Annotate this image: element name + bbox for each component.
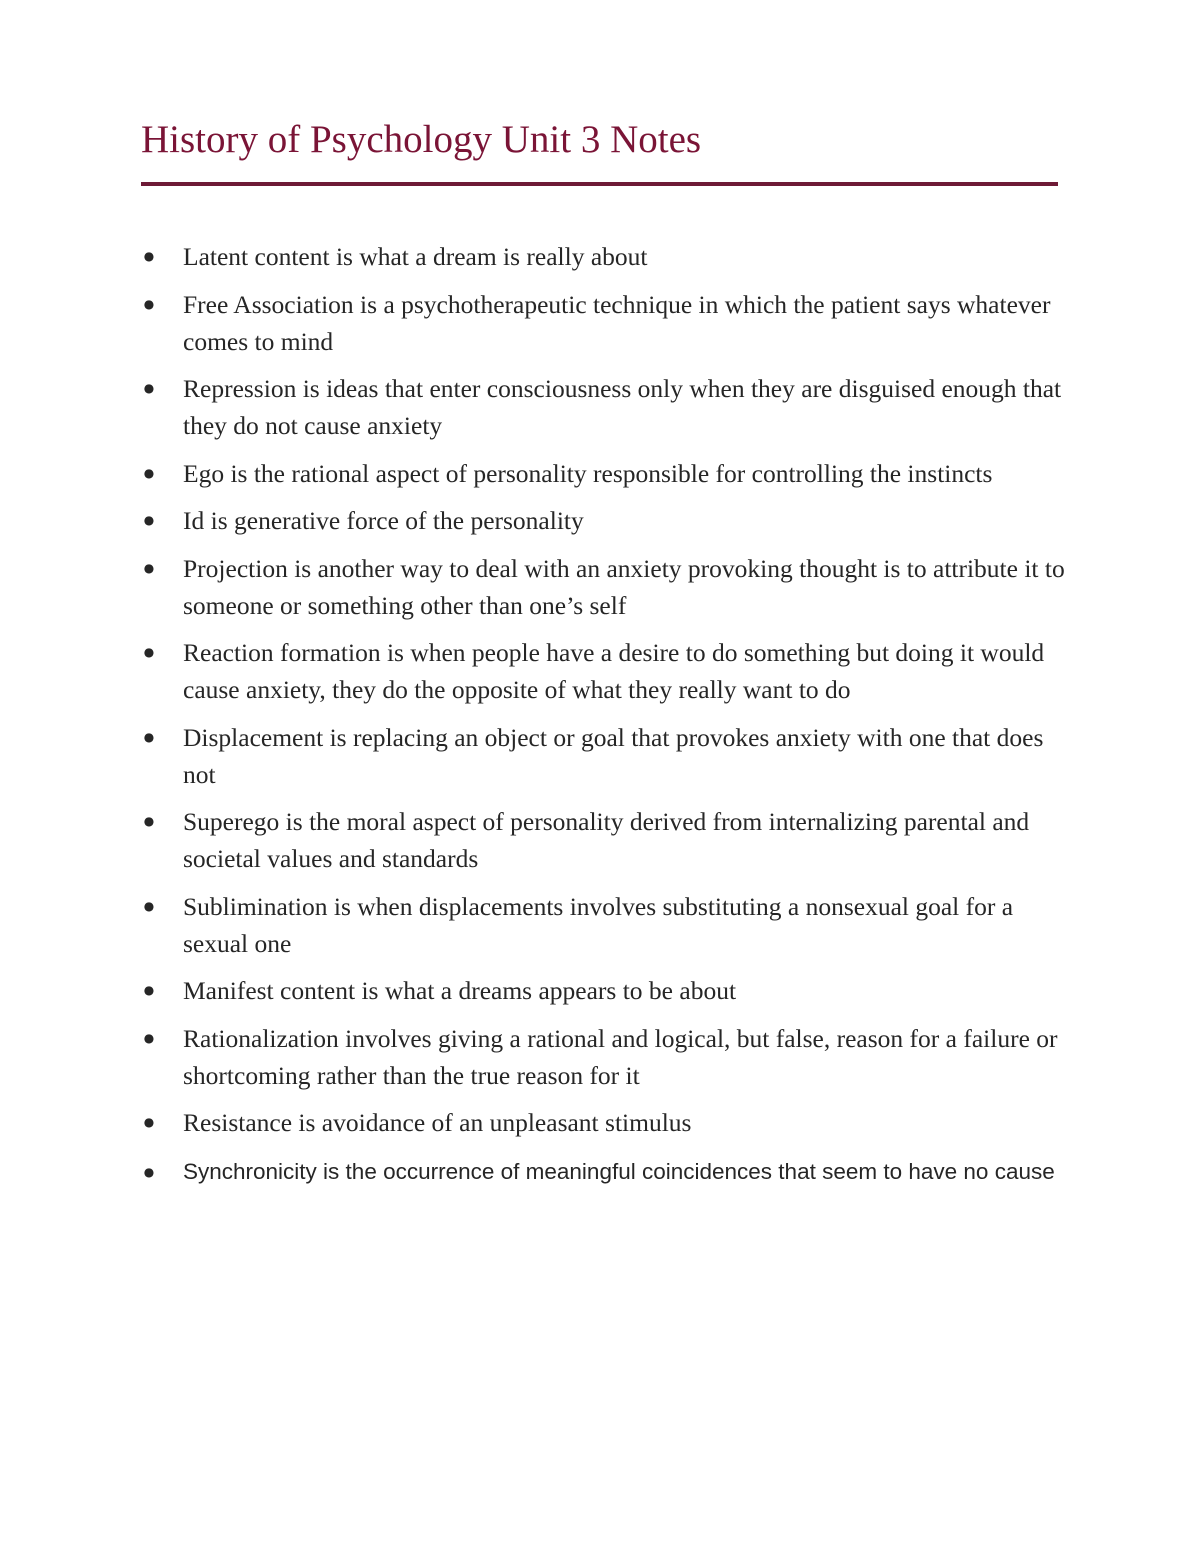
list-item-text: Id is generative force of the personality: [183, 506, 584, 535]
list-item: [141, 888, 1071, 962]
list-item-text: Repression is ideas that enter consciousness only when they are disguised enough that they do not cause anxiety: [183, 374, 1062, 440]
list-item: [141, 455, 1071, 492]
list-item-text: Latent content is what a dream is really about: [183, 242, 648, 271]
bullet-icon: ●: [143, 1115, 155, 1129]
bullet-icon: ●: [143, 645, 155, 659]
list-item: [141, 286, 1071, 360]
list-item-text: Synchronicity is the occurrence of meaningful coincidences that seem to have no cause: [183, 1158, 1055, 1184]
list-item-text: Manifest content is what a dreams appears to be about: [183, 976, 737, 1005]
bullet-icon: ●: [143, 898, 155, 913]
bullet-icon: ●: [143, 983, 155, 997]
list-item-text: Rationalization involves giving a rational and logical, but false, reason for a failure or shortcoming rather than the true reason for it: [183, 1023, 1058, 1090]
list-item: [141, 238, 1071, 275]
bullet-icon: ●: [143, 560, 155, 575]
list-item-text: Resistance is avoidance of an unpleasant stimulus: [183, 1108, 692, 1137]
list-item: [141, 1152, 1071, 1192]
list-item: [141, 370, 1071, 444]
bullet-icon: ●: [143, 729, 155, 744]
list-item-text: Superego is the moral aspect of personality derived from internalizing parental and societal values and standards: [183, 807, 1030, 873]
notes-list: [141, 238, 1071, 1202]
bullet-icon: ●: [143, 1030, 155, 1045]
list-item: [141, 634, 1071, 708]
title-divider: [141, 182, 1058, 186]
bullet-icon: ●: [143, 814, 155, 828]
list-item: [141, 550, 1071, 624]
list-item-text: Sublimination is when displacements involves substituting a nonsexual goal for a sexual one: [183, 891, 1014, 958]
bullet-icon: ●: [143, 249, 155, 263]
list-item: [141, 803, 1071, 877]
bullet-icon: ●: [143, 465, 155, 480]
list-item: [141, 502, 1071, 539]
bullet-icon: ●: [143, 513, 155, 527]
list-item: [141, 972, 1071, 1009]
list-item-text: Ego is the rational aspect of personality responsible for controlling the instincts: [183, 458, 993, 488]
bullet-icon: ●: [143, 381, 155, 395]
list-item-text: Free Association is a psychotherapeutic technique in which the patient says whatever comes to mind: [183, 289, 1051, 356]
list-item-text: Reaction formation is when people have a desire to do something but doing it would cause anxiety, they do the opposite of what they really want to do: [183, 638, 1045, 704]
list-item: [141, 1104, 1071, 1141]
bullet-icon: ●: [143, 296, 155, 311]
list-item-text: Projection is another way to deal with an anxiety provoking thought is to attribute it to someone or something other than one’s self: [183, 553, 1065, 620]
list-item-text: Displacement is replacing an object or goal that provokes anxiety with one that does not: [183, 722, 1044, 789]
list-item: [141, 1020, 1071, 1094]
page-title: History of Psychology Unit 3 Notes: [141, 118, 702, 161]
list-item: [141, 719, 1071, 793]
bullet-icon: ●: [143, 1164, 155, 1179]
